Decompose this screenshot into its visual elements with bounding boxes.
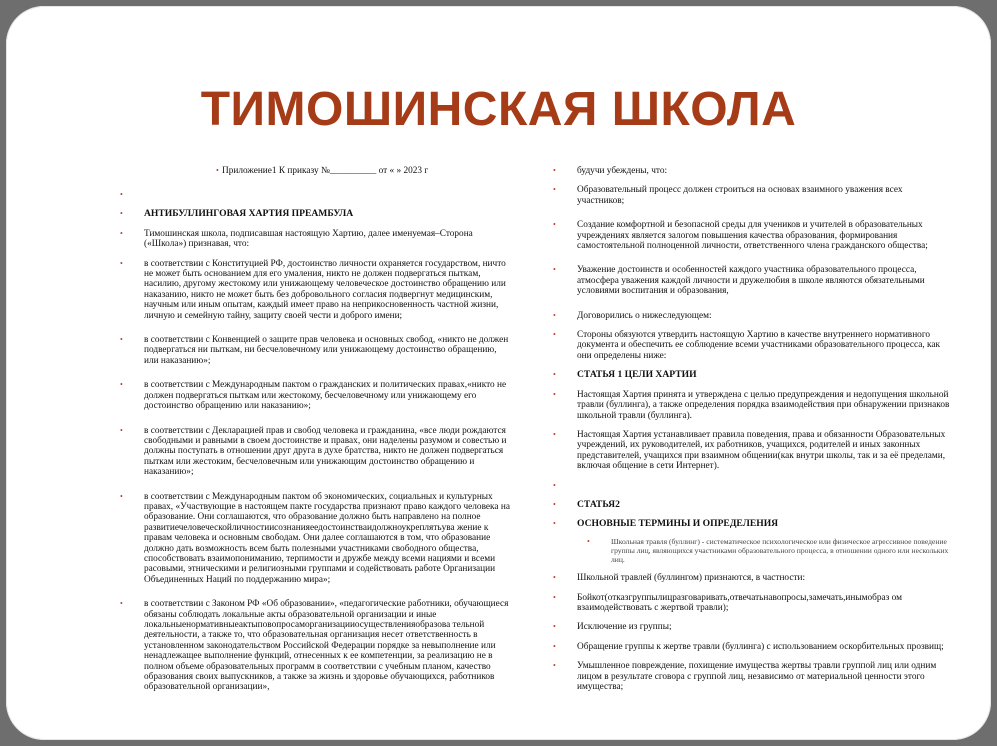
bullet-icon: • — [120, 335, 123, 345]
list-item — [118, 229, 510, 250]
bullet-icon: • — [553, 499, 556, 509]
item-text: СТАТЬЯ 1 ЦЕЛИ ХАРТИИ — [577, 369, 697, 381]
list-item — [551, 573, 951, 583]
list-item — [551, 330, 951, 361]
item-text: в соответствии с Конвенцией о защите прав человека и основных свобод, «никто не должен подвергаться ни пыткам, ни бесчеловечному или унижающему достоинство обращению, или наказанию»; — [144, 335, 509, 366]
list-item — [551, 519, 951, 529]
bullet-icon: • — [553, 622, 556, 632]
list-item — [551, 593, 951, 614]
list-item — [551, 185, 951, 206]
list-item — [551, 500, 951, 510]
bullet-icon: • — [553, 310, 556, 320]
list-item — [551, 538, 951, 564]
item-text: АНТИБУЛЛИНГОВАЯ ХАРТИЯ ПРЕАМБУЛА — [144, 208, 354, 220]
bullet-icon: • — [553, 429, 556, 439]
list-item — [551, 642, 951, 652]
item-text: Тимошинская школа, подписавшая настоящую Хартию, далее именуемая–Сторона («Школа») признавая, что: — [144, 228, 473, 250]
list-item — [551, 220, 951, 251]
list-item — [551, 311, 951, 321]
item-text: в соответствии с Международным пактом о гражданских и политических правах,«никто не должен подвергаться пыткам или жестокому, бесчеловечному или унижающему его достоинство обращению или наказанию»; — [144, 380, 507, 412]
list-item — [118, 492, 510, 586]
list-item — [118, 426, 510, 478]
item-text: в соответствии с Конституцией РФ, достоинство личности охраняется государством, ничто не может быть основанием для его умаления, никто не должен подвергаться пыткам, насилию, другому жестокому или унижающему человеческое достоинство обращению или наказанию, никто не может быть без добровольного согласия подвергнут медицинским, научным или иным опытам, каждый имеет право на неприкосновенность частной жизни, личную и семейную тайну, защиту своей чести и доброго имени; — [144, 258, 506, 321]
list-item — [551, 661, 951, 692]
bullet-icon: • — [553, 389, 556, 399]
list-item — [118, 599, 510, 693]
bullet-icon: • — [120, 380, 123, 390]
left-column — [118, 166, 510, 702]
item-text: Стороны обязуются утвердить настоящую Хартию в качестве внутреннего нормативного документа и обеспечить ее соблюдение всеми участниками образовательного процесса, как они определены ниже: — [577, 330, 941, 361]
bullet-icon: • — [553, 370, 556, 380]
list-item — [551, 390, 951, 421]
bullet-icon: • — [553, 220, 556, 230]
bullet-icon: • — [120, 228, 123, 238]
bullet-icon: • — [553, 330, 556, 340]
list-item — [551, 622, 951, 632]
item-text: Настоящая Хартия принята и утверждена с целью предупреждения и недопущения школьной травли (буллинга), а также определения порядка взаимодействия при обнаружении признаков школьной травли (буллинга). — [577, 389, 950, 421]
bullet-icon: • — [216, 166, 219, 175]
slide — [6, 6, 991, 740]
item-text: в соответствии с Декларацией прав и свобод человека и гражданина, «все люди рождаются свободными и равными в своем достоинстве и правах, они наделены разумом и совестью и должны поступать в отношении друг друга в духе братства, никто не должен подвергаться пыткам или жестоким, бесчеловечным или унижающим достоинство обращению и наказанию»; — [144, 425, 507, 478]
item-text: Обращение группы к жертве травли (буллинга) с использованием оскорбительных прозвищ; — [577, 641, 944, 652]
bullet-icon: • — [120, 425, 123, 435]
slide-title: ТИМОШИНСКАЯ ШКОЛА — [200, 83, 797, 136]
item-text: Приложение1 К приказу №__________ от « » 2023 г — [222, 166, 429, 176]
bullet-icon: • — [120, 258, 123, 268]
item-text: Исключение из группы; — [577, 622, 672, 633]
item-text: Умышленное повреждение, похищение имущества жертвы травли группой лиц или одним лицом в результате сговора с группой лиц, независимо от материальной ценности этого имущества; — [577, 661, 937, 692]
item-text: Школьной травлей (буллингом) признаются, в частности: — [577, 573, 806, 584]
bullet-icon: • — [553, 573, 556, 583]
item-text: ОСНОВНЫЕ ТЕРМИНЫ И ОПРЕДЕЛЕНИЯ — [577, 517, 779, 529]
right-column — [551, 166, 951, 701]
item-text: Школьная травля (буллинг) - систематическое психологическое или физическое агрессивное поведение группы лиц, являющихся участниками образовательного процесса, в отношении одного или нескольких лиц. — [611, 537, 949, 564]
list-item — [551, 265, 951, 296]
item-text: Создание комфортной и безопасной среды для учеников и учителей в образовательных учреждениях является залогом повышения качества образования, формирования самостоятельной полноценной личности, ответственного члена гражданского общества; — [577, 220, 928, 252]
list-item — [118, 335, 510, 366]
item-text: Настоящая Хартия устанавливает правила поведения, права и обязанности Образовательных учреждений, их руководителей, их работников, учащихся, родителей и иных законных представителей, учащихся при взаимном общении(как внутри школы, так и за её пределами, включая общение в сети Интернет). — [577, 429, 946, 472]
bullet-icon: • — [587, 537, 590, 547]
list-item — [118, 259, 510, 321]
bullet-icon: • — [553, 480, 556, 490]
item-text: Уважение достоинств и особенностей каждого участника образовательного процесса, атмосфера уважения каждой личности и дружелюбия в школе являются обязательными условиями воспитания и образования, — [577, 265, 925, 297]
list-item — [118, 209, 510, 219]
list-item — [551, 430, 951, 472]
bullet-icon: • — [553, 641, 556, 651]
item-text: будучи убеждены, что: — [577, 166, 668, 176]
list-item — [118, 166, 510, 176]
bullet-icon: • — [553, 518, 556, 528]
bullet-icon: • — [553, 592, 556, 602]
item-text: СТАТЬЯ2 — [577, 498, 620, 510]
item-text: Бойкот(отказгруппылицразговаривать,отвечатьнавопросы,замечать,инымобраз ом взаимодействовать с жертвой травли); — [577, 592, 903, 613]
bullet-icon: • — [120, 209, 123, 219]
bullet-icon: • — [120, 491, 123, 501]
list-item — [551, 166, 951, 176]
item-text: Образовательный процесс должен строиться на основах взаимного уважения всех участников; — [577, 185, 903, 206]
item-text: в соответствии с Законом РФ «Об образовании», «педагогические работники, обучающиеся обязаны соблюдать локальные акты образовательной организации и иные локальныенормативныеактыповопросаморганизацииосуществленияобразова тельной деятельности, а также то, что образовательная организация несет ответственность в установленном законодательством Российской Федерации порядке за невыполнение или ненадлежащее выполнение функций, отнесенных к ее компетенции, за реализацию не в полном объеме образовательных программ в соответствии с учебным планом, качество образования своих выпускников, а также за жизнь и здоровье обучающихся, работников образовательной организации», — [144, 599, 509, 693]
item-text: Договорились о нижеследующем: — [577, 310, 712, 321]
list-item — [118, 380, 510, 411]
list-item — [118, 190, 510, 200]
list-item — [551, 481, 951, 491]
bullet-icon: • — [553, 661, 556, 671]
item-text: в соответствии с Международным пактом об экономических, социальных и культурных правах, «Участвующие в настоящем пакте государства признают право каждого человека на образование. Они соглашаются, что образование должно быть направлено на полное развитиечеловеческойличностиисознанияеедостоинстваидолжноукреплятьува жение к правам человека и основным свободам. Они далее соглашаются в том, что образование должно дать возможность всем быть полезными участниками свободного общества, способствовать взаимопониманию, терпимости и дружбе между всеми нациями и всеми расовыми, этническими и религиозными группами и содействовать работе Организации Объединенных Наций по поддержанию мира»; — [144, 491, 510, 585]
bullet-icon: • — [553, 166, 556, 175]
bullet-icon: • — [120, 599, 123, 609]
bullet-icon: • — [120, 190, 123, 200]
bullet-icon: • — [553, 265, 556, 275]
list-item — [551, 370, 951, 380]
bullet-icon: • — [553, 185, 556, 195]
